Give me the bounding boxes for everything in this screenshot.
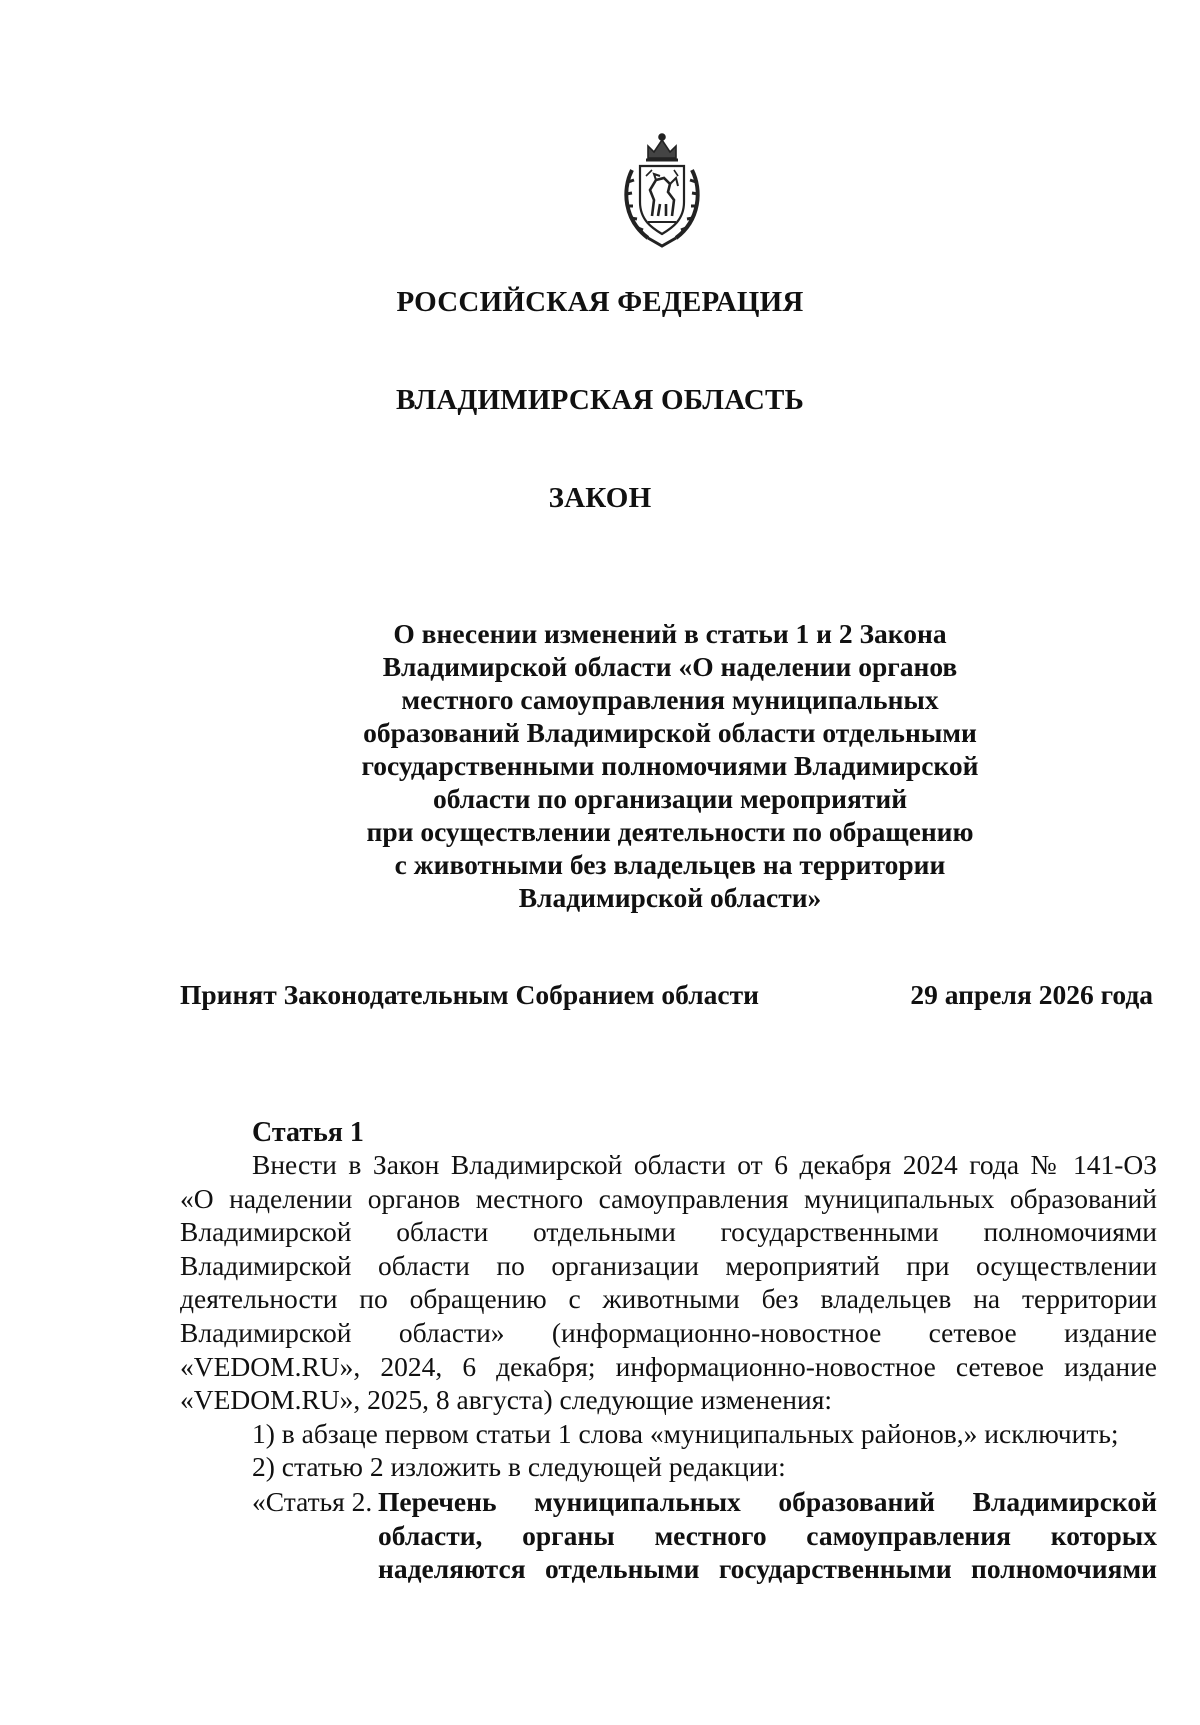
article-1-heading: Статья 1 xyxy=(252,1117,364,1148)
region-heading: ВЛАДИМИРСКАЯ ОБЛАСТЬ xyxy=(396,384,804,416)
law-title-line: О внесении изменений в статьи 1 и 2 Закона xyxy=(393,618,947,649)
body-line: «О наделении органов местного самоуправления муниципальных образований xyxy=(180,1182,1157,1214)
article-2-title-line: области, органы местного самоуправления которых xyxy=(378,1519,1157,1551)
coat-of-arms-icon xyxy=(618,130,706,250)
document-type-heading: ЗАКОН xyxy=(548,482,652,514)
body-line: «VEDOM.RU», 2025, 8 августа) следующие изменения: xyxy=(180,1384,833,1416)
law-title-line: с животными без владельцев на территории xyxy=(394,849,946,880)
article-1-body xyxy=(180,1148,1157,1484)
adoption-label: Принят Законодательным Собранием области xyxy=(180,979,759,1010)
country-heading: РОССИЙСКАЯ ФЕДЕРАЦИЯ xyxy=(396,286,804,318)
article-2-title-line: Перечень муниципальных образований Владимирской xyxy=(378,1486,1157,1517)
law-title-line: местного самоуправления муниципальных xyxy=(401,684,939,715)
body-line: Владимирской области» (информационно-новостное сетевое издание xyxy=(180,1316,1157,1348)
adoption-date: 29 апреля 2026 года xyxy=(910,979,1153,1010)
law-title-line: при осуществлении деятельности по обращению xyxy=(366,816,974,847)
law-title-line: государственными полномочиями Владимирской xyxy=(361,750,979,781)
article-2-title-line: наделяются отдельными государственными полномочиями xyxy=(378,1553,1157,1585)
law-title-line: Владимирской области» xyxy=(518,882,822,913)
body-line: деятельности по обращению с животными без владельцев на территории xyxy=(180,1283,1157,1315)
article-2-lead: «Статья 2. xyxy=(252,1486,373,1517)
body-line: Владимирской области по организации мероприятий при осуществлении xyxy=(180,1249,1157,1281)
law-title-line: области по организации мероприятий xyxy=(432,783,908,814)
body-line: 2) статью 2 изложить в следующей редакции: xyxy=(252,1451,786,1483)
article-2-title xyxy=(378,1485,1157,1586)
body-line: Владимирской области отдельными государственными полномочиями xyxy=(180,1216,1157,1248)
adoption-line xyxy=(180,979,1153,1015)
law-title xyxy=(330,617,1010,914)
law-title-line: образований Владимирской области отдельными xyxy=(363,717,977,748)
body-line: 1) в абзаце первом статьи 1 слова «муниципальных районов,» исключить; xyxy=(252,1417,1119,1449)
body-line: «VEDOM.RU», 2024, 6 декабря; информационно-новостное сетевое издание xyxy=(180,1350,1157,1382)
law-title-line: Владимирской области «О наделении органов xyxy=(382,651,958,682)
body-line: Внести в Закон Владимирской области от 6 декабря 2024 года № 141-ОЗ xyxy=(252,1149,1157,1180)
